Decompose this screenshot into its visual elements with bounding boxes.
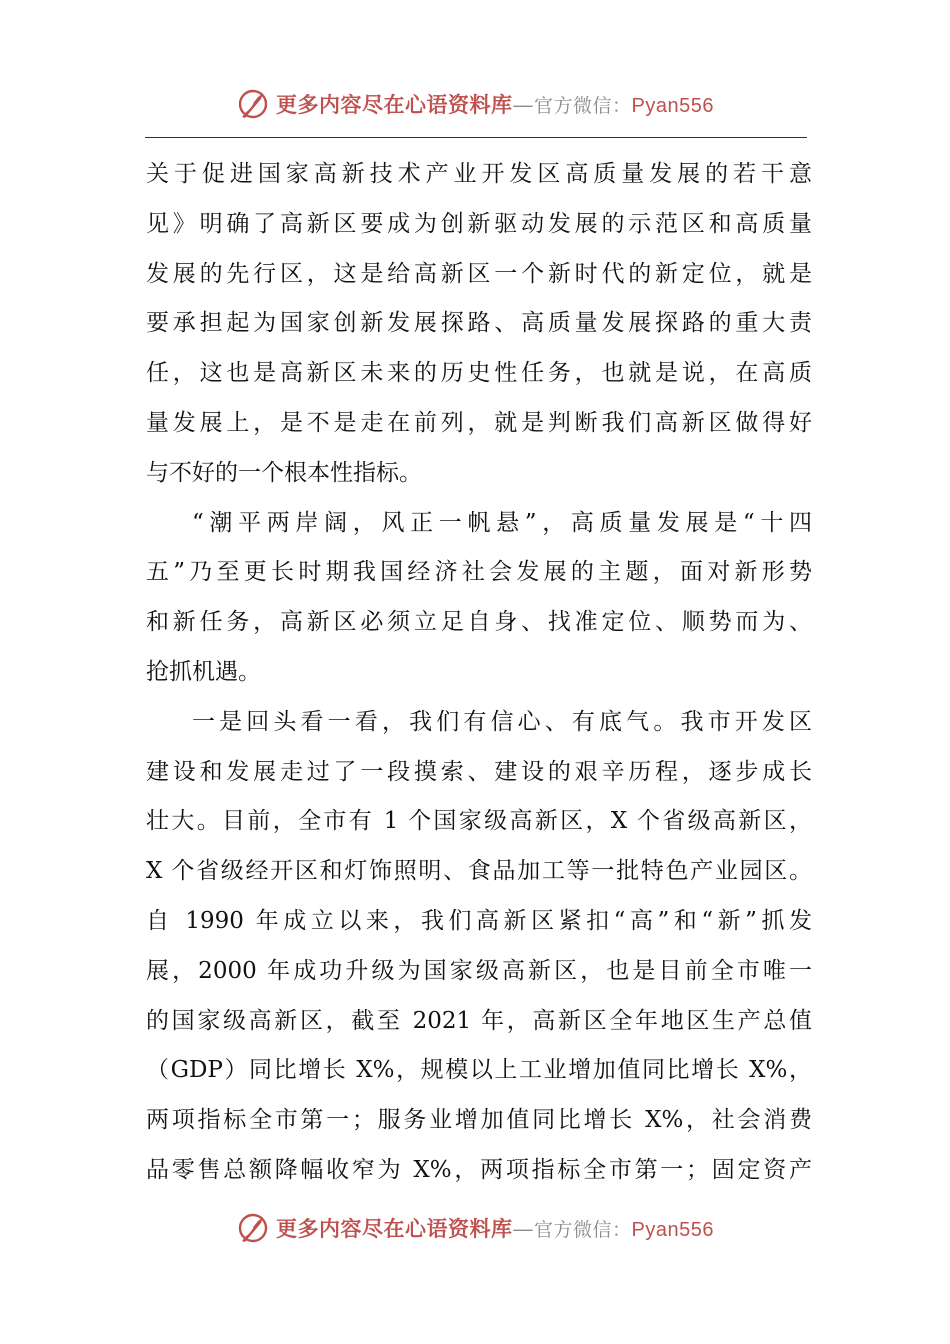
text-line: 自 1990 年成立以来，我们高新区紧扣“高”和“新”抓发: [146, 907, 812, 934]
banner-dash: —: [512, 93, 534, 117]
text-line: 建设和发展走过了一段摸索、建设的艰辛历程，逐步成长: [146, 758, 812, 785]
paragraph-2: [146, 499, 812, 698]
text-line: 见》明确了高新区要成为创新驱动发展的示范区和高质量: [146, 210, 812, 237]
document-body: [146, 150, 812, 1196]
wechat-label: 官方微信：: [534, 1219, 632, 1241]
quill-logo-icon: [236, 1211, 270, 1245]
text-line: 发展的先行区，这是给高新区一个新时代的新定位，就是: [146, 260, 812, 287]
text-line: 量发展上，是不是走在前列，就是判断我们高新区做得好: [146, 409, 812, 436]
text-line: “潮平两岸阔，风正一帆悬”，高质量发展是“十四: [192, 509, 812, 536]
text-line: 的国家级高新区，截至 2021 年，高新区全年地区生产总值: [146, 1007, 812, 1034]
text-line: （GDP）同比增长 X%，规模以上工业增加值同比增长 X%，: [146, 1057, 812, 1084]
wechat-label: 官方微信：: [534, 95, 632, 117]
text-line: 关于促进国家高新技术产业开发区高质量发展的若干意: [146, 161, 812, 187]
text-line: 五”乃至更长时期我国经济社会发展的主题，面对新形势: [146, 559, 812, 586]
text-line: 展，2000 年成功升级为国家级高新区，也是目前全市唯一: [146, 957, 812, 984]
text-line: 壮大。目前，全市有 1 个国家级高新区，X 个省级高新区，: [146, 808, 812, 835]
header-banner: [0, 84, 950, 124]
paragraph-1: [146, 150, 812, 499]
wechat-id: Pyan556: [631, 1219, 714, 1241]
header-banner-text: [276, 89, 714, 119]
footer-banner: [0, 1208, 950, 1248]
quill-logo-icon: [236, 87, 270, 121]
text-line: 抢抓机遇。: [146, 658, 261, 685]
site-name: 更多内容尽在心语资料库: [276, 92, 513, 117]
text-line: 和新任务，高新区必须立足自身、找准定位、顺势而为、: [146, 609, 812, 636]
text-line: 品零售总额降幅收窄为 X%，两项指标全市第一；固定资产: [146, 1156, 812, 1183]
paragraph-3: [146, 698, 812, 1196]
text-line: 任，这也是高新区未来的历史性任务，也就是说，在高质: [146, 360, 812, 387]
site-name: 更多内容尽在心语资料库: [276, 1216, 513, 1241]
wechat-id: Pyan556: [631, 95, 714, 117]
header-divider: [145, 137, 807, 138]
text-line: 一是回头看一看，我们有信心、有底气。我市开发区: [192, 708, 812, 735]
text-line: 两项指标全市第一；服务业增加值同比增长 X%，社会消费: [146, 1107, 812, 1134]
banner-dash: —: [512, 1217, 534, 1241]
footer-banner-text: [276, 1213, 714, 1243]
text-line: 与不好的一个根本性指标。: [146, 459, 422, 486]
text-line: X 个省级经开区和灯饰照明、食品加工等一批特色产业园区。: [146, 858, 812, 885]
text-line: 要承担起为国家创新发展探路、高质量发展探路的重大责: [146, 310, 812, 337]
